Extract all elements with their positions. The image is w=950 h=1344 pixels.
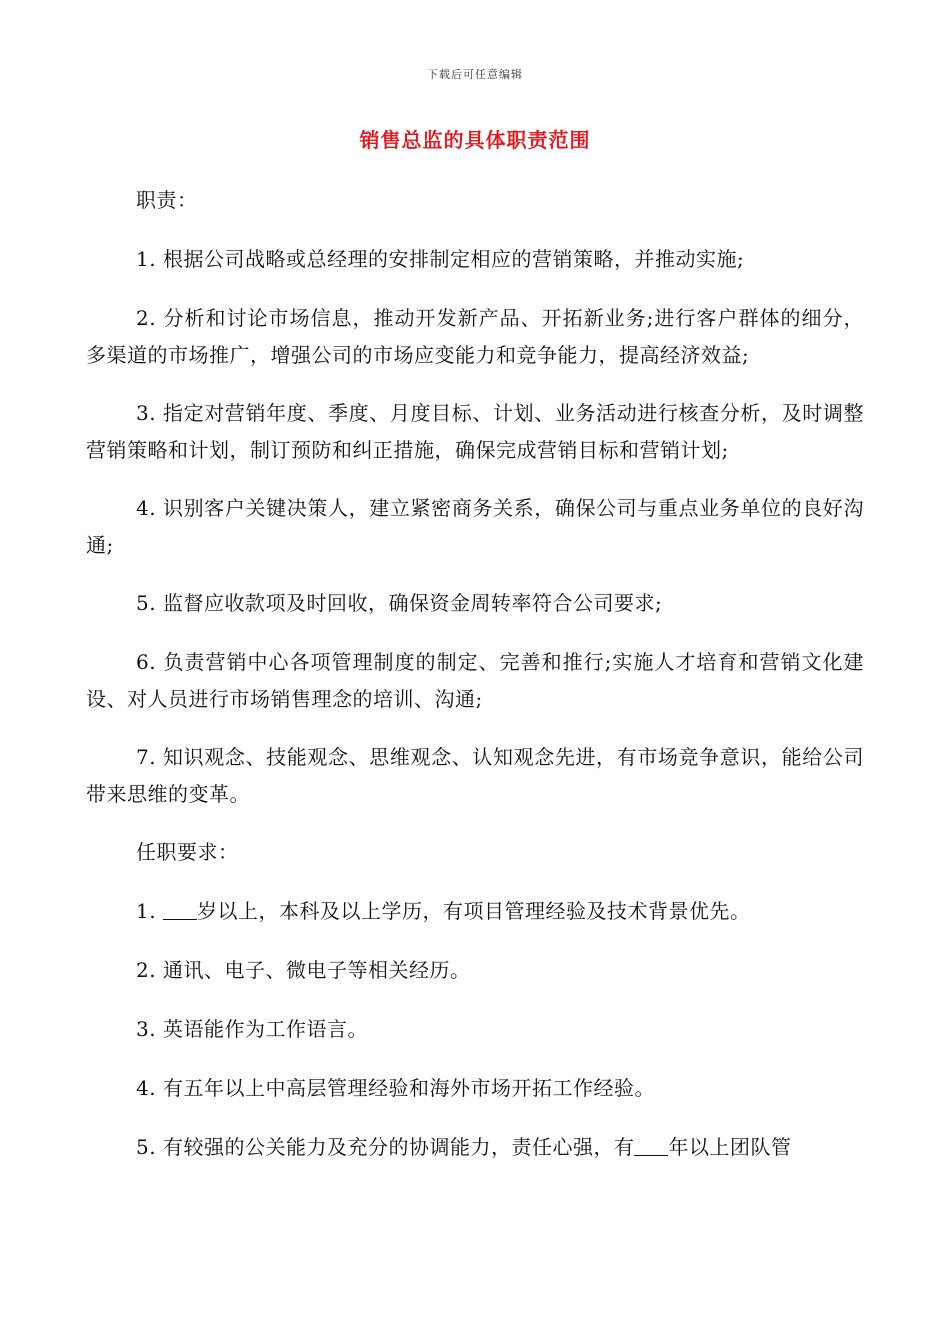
requirement-item-2: 2. 通讯、电子、微电子等相关经历。 bbox=[136, 958, 471, 982]
duty-item-4: 4. 识别客户关键决策人，建立紧密商务关系，确保公司与重点业务单位的良好沟通; bbox=[86, 496, 864, 557]
header-note: 下载后可任意编辑 bbox=[427, 68, 523, 81]
requirement-item-1 bbox=[86, 893, 864, 930]
requirement-item-1-prefix: 1. bbox=[136, 899, 163, 923]
duty-item-3: 3. 指定对营销年度、季度、月度目标、计划、业务活动进行核查分析，及时调整营销策略和计划，制订预防和纠正措施，确保完成营销目标和营销计划; bbox=[86, 401, 864, 462]
requirements-heading: 任职要求： bbox=[136, 840, 239, 864]
duty-item-2: 2. 分析和讨论市场信息，推动开发新产品、开拓新业务;进行客户群体的细分，多渠道的市场推广，增强公司的市场应变能力和竞争能力，提高经济效益; bbox=[86, 306, 864, 367]
duty-item-6: 6. 负责营销中心各项管理制度的制定、完善和推行;实施人才培育和营销文化建设、对人员进行市场销售理念的培训、沟通; bbox=[86, 650, 864, 711]
blank-underline bbox=[634, 1135, 668, 1156]
requirement-item-3: 3. 英语能作为工作语言。 bbox=[136, 1017, 368, 1041]
duty-item-7: 7. 知识观念、技能观念、思维观念、认知观念先进，有市场竞争意识，能给公司带来思维的变革。 bbox=[86, 745, 864, 806]
duty-item-1: 1. 根据公司战略或总经理的安排制定相应的营销策略，并推动实施; bbox=[136, 247, 745, 271]
duty-item-5: 5. 监督应收款项及时回收，确保资金周转率符合公司要求; bbox=[136, 591, 663, 615]
document-body bbox=[86, 182, 864, 1188]
requirement-item-5-prefix: 5. 有较强的公关能力及充分的协调能力，责任心强，有 bbox=[136, 1135, 635, 1159]
document-title: 销售总监的具体职责范围 bbox=[359, 128, 591, 152]
duties-heading: 职责： bbox=[136, 188, 198, 212]
blank-underline bbox=[163, 899, 197, 920]
requirement-item-5 bbox=[86, 1129, 864, 1166]
requirement-item-5-text: 年以上团队管 bbox=[668, 1135, 792, 1159]
requirement-item-1-text: 岁以上，本科及以上学历，有项目管理经验及技术背景优先。 bbox=[196, 899, 751, 923]
requirement-item-4: 4. 有五年以上中高层管理经验和海外市场开拓工作经验。 bbox=[136, 1076, 655, 1100]
